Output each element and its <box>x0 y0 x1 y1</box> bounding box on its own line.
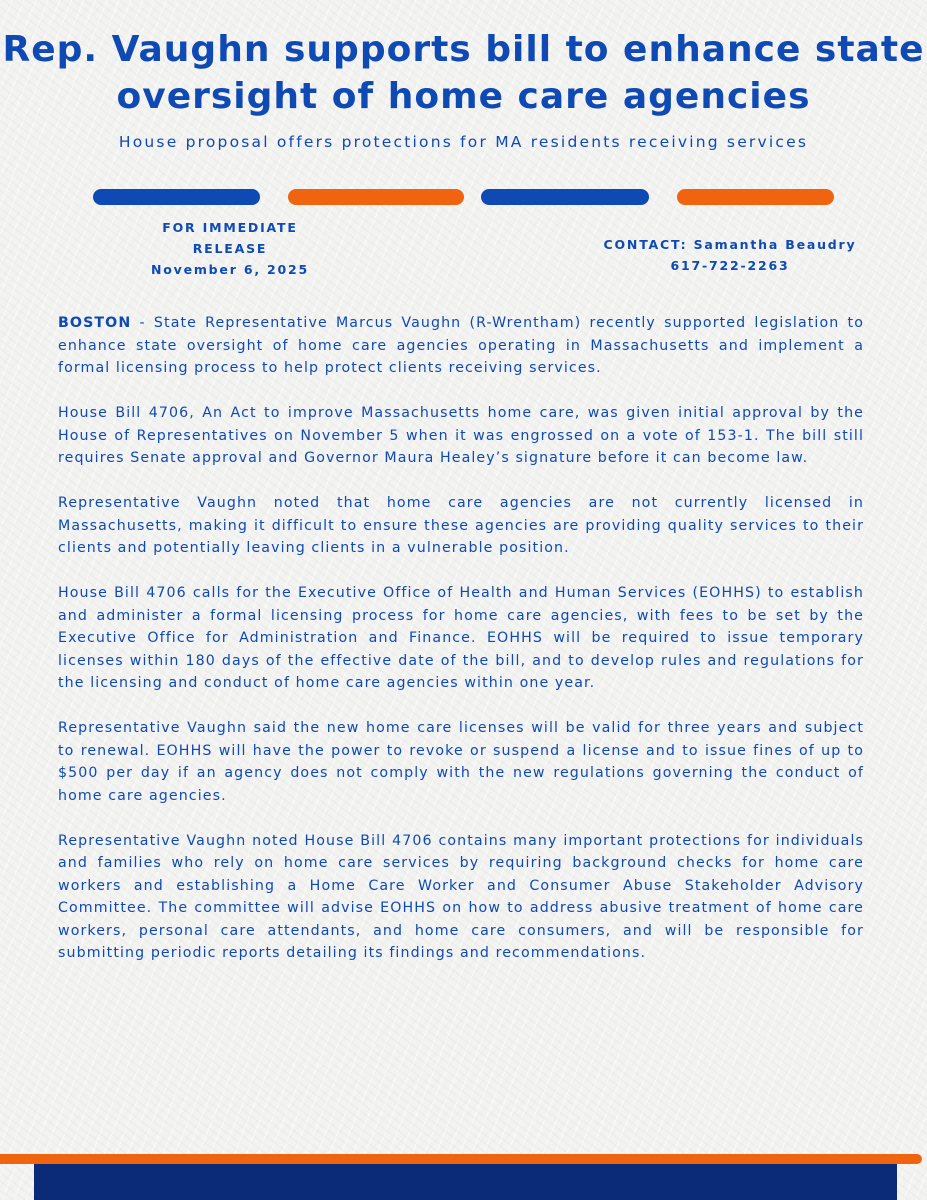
paragraph-3: Representative Vaughn noted that home care agencies are not currently licensed in Massachusetts, making it difficult to ensure these agencies are providing quality services to their clients and potentially leaving clients in a vulnerable position. <box>58 495 864 556</box>
paragraph-1 <box>58 312 864 380</box>
paragraph-2: House Bill 4706, An Act to improve Massachusetts home care, was given initial approval by the House of Representatives on November 5 when it was engrossed on a vote of 153-1. The bill still requires Senate approval and Governor Maura Healey’s signature before it can become law. <box>58 405 864 466</box>
paragraph-4: House Bill 4706 calls for the Executive Office of Health and Human Services (EOHHS) to establish and administer a formal licensing process for home care agencies, with fees to be set by the Executive Office for Administration and Finance. EOHHS will be required to issue temporary licenses within 180 days of the effective date of the bill, and to develop rules and regulations for the licensing and conduct of home care agencies within one year. <box>58 585 864 691</box>
article-body <box>58 312 864 987</box>
decorative-bar-orange-1 <box>288 189 464 205</box>
paragraph-1-text: - State Representative Marcus Vaughn (R-Wrentham) recently supported legislation to enhance state oversight of home care agencies operating in Massachusetts and implement a formal licensing process to help protect clients receiving services. <box>58 315 864 376</box>
release-date: November 6, 2025 <box>150 262 310 277</box>
footer-block <box>34 1164 897 1200</box>
decorative-bar-blue-1 <box>93 189 260 205</box>
release-block <box>140 217 320 280</box>
decorative-bar-blue-2 <box>481 189 649 205</box>
dateline: BOSTON <box>58 315 132 331</box>
page-title: Rep. Vaughn supports bill to enhance state oversight of home care agencies <box>2 29 925 117</box>
paragraph-5: Representative Vaughn said the new home care licenses will be valid for three years and subject to renewal. EOHHS will have the power to revoke or suspend a license and to issue fines of up to $500 per day if an agency does not comply with the new regulations governing the conduct of home care agencies. <box>58 720 864 804</box>
paragraph-6: Representative Vaughn noted House Bill 4706 contains many important protections for individuals and families who rely on home care services by requiring background checks for home care workers and establishing a Home Care Worker and Consumer Abuse Stakeholder Advisory Committee. The committee will advise EOHHS on how to address abusive treatment of home care workers, personal care attendants, and home care consumers, and will be responsible for submitting periodic reports detailing its findings and recommendations. <box>58 832 864 961</box>
footer-accent-line <box>0 1154 922 1164</box>
release-label: FOR IMMEDIATE RELEASE <box>162 220 298 256</box>
decorative-bar-orange-2 <box>677 189 834 205</box>
contact-block: CONTACT: Samantha Beaudry 617-722-2263 <box>603 237 857 273</box>
page-subtitle: House proposal offers protections for MA residents receiving services <box>118 133 809 151</box>
